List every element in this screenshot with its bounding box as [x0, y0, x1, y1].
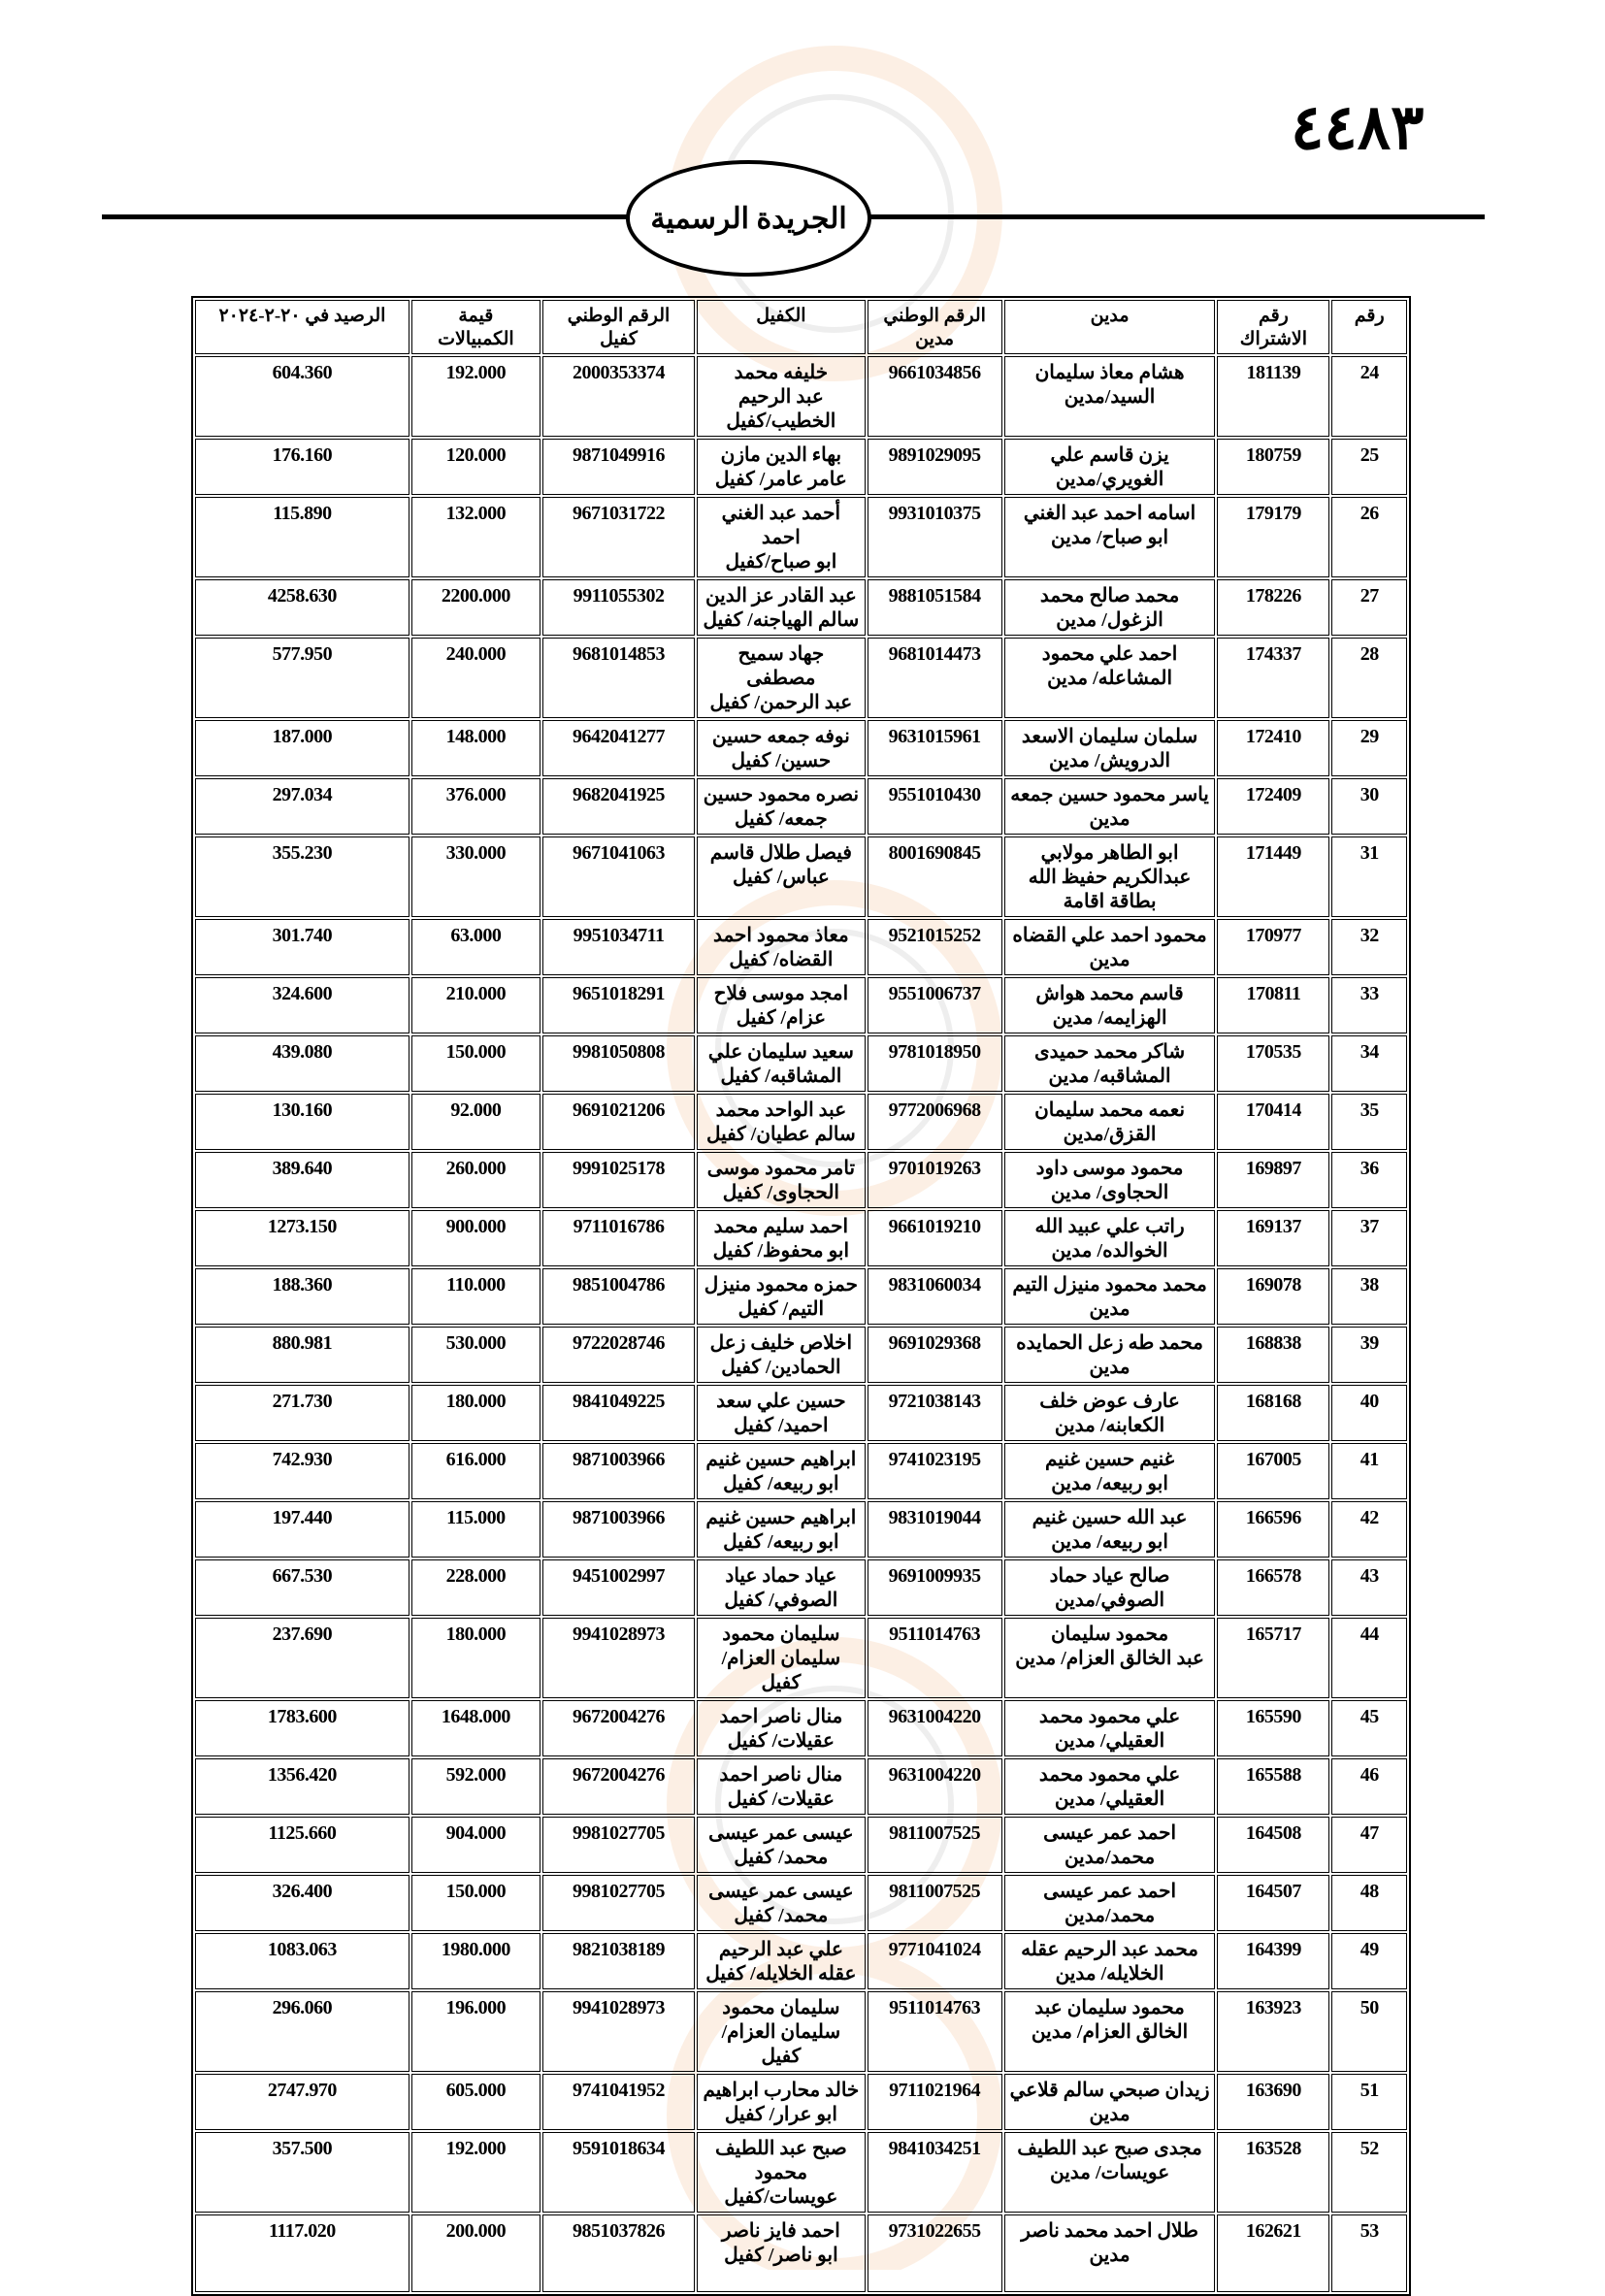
debtor-name-cell: ابو الطاهر مولابي عبدالكريم حفيظ الله بطاقة اقامة	[1004, 836, 1216, 917]
row-number-cell: 26	[1331, 497, 1407, 577]
subscription-number-cell: 170414	[1217, 1094, 1329, 1150]
debtor-national-id-cell: 9741023195	[868, 1443, 1002, 1499]
debtor-national-id-cell: 9811007525	[868, 1875, 1002, 1931]
guarantor-national-id-cell: 9981027705	[542, 1817, 695, 1873]
debtor-name-cell: محمد عبد الرحيم عقله الخلايله/ مدين	[1004, 1933, 1216, 1989]
debtor-national-id-cell: 9781018950	[868, 1035, 1002, 1092]
subscription-number-cell: 180759	[1217, 439, 1329, 495]
debtor-name-cell: احمد عمر عيسى محمد/مدين	[1004, 1875, 1216, 1931]
debtor-national-id-cell: 9511014763	[868, 1991, 1002, 2072]
subscription-number-cell: 181139	[1217, 356, 1329, 437]
table-row	[195, 1618, 1407, 1698]
bills-value-cell: 592.000	[411, 1758, 540, 1815]
debtor-name-cell: غنيم حسين غنيم ابو ربيعه/ مدين	[1004, 1443, 1216, 1499]
row-number-cell: 27	[1331, 579, 1407, 636]
bills-value-cell: 210.000	[411, 977, 540, 1033]
table-row	[195, 836, 1407, 917]
row-number-cell: 37	[1331, 1210, 1407, 1266]
balance-cell: 130.160	[195, 1094, 409, 1150]
bills-value-cell: 192.000	[411, 2132, 540, 2213]
subscription-number-cell: 166578	[1217, 1559, 1329, 1616]
debtor-name-cell: محمد صالح محمد الزغول/ مدين	[1004, 579, 1216, 636]
subscription-number-cell: 170535	[1217, 1035, 1329, 1092]
row-number-cell: 28	[1331, 638, 1407, 718]
row-number-cell: 34	[1331, 1035, 1407, 1092]
table-row	[195, 1152, 1407, 1208]
guarantor-national-id-cell: 9741041952	[542, 2074, 695, 2130]
debtor-national-id-cell: 9631004220	[868, 1700, 1002, 1756]
subscription-number-cell: 172410	[1217, 720, 1329, 776]
table-row	[195, 579, 1407, 636]
balance-cell: 297.034	[195, 778, 409, 835]
subscription-number-cell: 170811	[1217, 977, 1329, 1033]
guarantor-name-cell: خالد محارب ابراهيم ابو عرار/ كفيل	[697, 2074, 865, 2130]
guarantor-national-id-cell: 9691021206	[542, 1094, 695, 1150]
debtor-national-id-cell: 9811007525	[868, 1817, 1002, 1873]
row-number-cell: 33	[1331, 977, 1407, 1033]
bills-value-cell: 2200.000	[411, 579, 540, 636]
debtor-name-cell: احمد عمر عيسى محمد/مدين	[1004, 1817, 1216, 1873]
debtor-name-cell: احمد علي محمود المشاعله/ مدين	[1004, 638, 1216, 718]
table-row	[195, 1991, 1407, 2072]
guarantor-name-cell: علي عبد الرحيم عقله الخلايله/ كفيل	[697, 1933, 865, 1989]
guarantor-national-id-cell: 9642041277	[542, 720, 695, 776]
guarantor-national-id-cell: 9991025178	[542, 1152, 695, 1208]
debtor-national-id-cell: 9831060034	[868, 1268, 1002, 1325]
row-number-cell: 46	[1331, 1758, 1407, 1815]
row-number-cell: 49	[1331, 1933, 1407, 1989]
guarantor-name-cell: تامر محمود موسى الحجاوى/ كفيل	[697, 1152, 865, 1208]
row-number-cell: 42	[1331, 1501, 1407, 1558]
header-debtor-national-id: الرقم الوطني مدين	[868, 300, 1002, 354]
table-row	[195, 1559, 1407, 1616]
debtor-national-id-cell: 9731022655	[868, 2214, 1002, 2292]
guarantor-national-id-cell: 9911055302	[542, 579, 695, 636]
table-row	[195, 1385, 1407, 1441]
table-header-row	[195, 300, 1407, 354]
guarantor-name-cell: صبح عبد اللطيف محمود عويسات/كفيل	[697, 2132, 865, 2213]
table-row	[195, 1758, 1407, 1815]
guarantor-name-cell: منال ناصر احمد عقيلات/ كفيل	[697, 1758, 865, 1815]
table-row	[195, 1443, 1407, 1499]
page-number: ٤٤٨٣	[1291, 93, 1425, 162]
guarantor-national-id-cell: 9591018634	[542, 2132, 695, 2213]
balance-cell: 324.600	[195, 977, 409, 1033]
row-number-cell: 29	[1331, 720, 1407, 776]
debtor-name-cell: محمود سليمان عبد الخالق العزام/ مدين	[1004, 1991, 1216, 2072]
guarantor-name-cell: عبد القادر عز الدين سالم الهياجنه/ كفيل	[697, 579, 865, 636]
guarantor-name-cell: نوفه جمعه حسين حسين/ كفيل	[697, 720, 865, 776]
guarantor-national-id-cell: 9871003966	[542, 1443, 695, 1499]
guarantor-national-id-cell: 9682041925	[542, 778, 695, 835]
balance-cell: 1083.063	[195, 1933, 409, 1989]
subscription-number-cell: 167005	[1217, 1443, 1329, 1499]
guarantor-national-id-cell: 9981050808	[542, 1035, 695, 1092]
guarantor-name-cell: احمد فايز ناصر ابو ناصر/ كفيل	[697, 2214, 865, 2292]
subscription-number-cell: 169897	[1217, 1152, 1329, 1208]
guarantor-national-id-cell: 9722028746	[542, 1327, 695, 1383]
debtor-name-cell: محمد طه زعل الحمايده مدين	[1004, 1327, 1216, 1383]
bills-value-cell: 1648.000	[411, 1700, 540, 1756]
masthead-title: الجريدة الرسمية	[650, 202, 847, 235]
guarantor-national-id-cell: 9941028973	[542, 1618, 695, 1698]
bills-value-cell: 132.000	[411, 497, 540, 577]
balance-cell: 115.890	[195, 497, 409, 577]
debtor-name-cell: محمود سليمان عبد الخالق العزام/ مدين	[1004, 1618, 1216, 1698]
balance-cell: 188.360	[195, 1268, 409, 1325]
row-number-cell: 38	[1331, 1268, 1407, 1325]
debtor-name-cell: عبد الله حسين غنيم ابو ربيعه/ مدين	[1004, 1501, 1216, 1558]
table-row	[195, 1094, 1407, 1150]
bills-value-cell: 376.000	[411, 778, 540, 835]
debtor-national-id-cell: 9551010430	[868, 778, 1002, 835]
subscription-number-cell: 174337	[1217, 638, 1329, 718]
guarantor-name-cell: حسين علي سعد احميد/ كفيل	[697, 1385, 865, 1441]
table-row	[195, 720, 1407, 776]
bills-value-cell: 1980.000	[411, 1933, 540, 1989]
debtor-name-cell: اسامه احمد عبد الغني ابو صباح/ مدين	[1004, 497, 1216, 577]
table-row	[195, 919, 1407, 975]
debtor-national-id-cell: 9631015961	[868, 720, 1002, 776]
guarantor-national-id-cell: 9651018291	[542, 977, 695, 1033]
guarantor-name-cell: ابراهيم حسين غنيم ابو ربيعه/ كفيل	[697, 1443, 865, 1499]
row-number-cell: 24	[1331, 356, 1407, 437]
subscription-number-cell: 164508	[1217, 1817, 1329, 1873]
row-number-cell: 30	[1331, 778, 1407, 835]
debtor-national-id-cell: 9551006737	[868, 977, 1002, 1033]
subscription-number-cell: 170977	[1217, 919, 1329, 975]
balance-cell: 1783.600	[195, 1700, 409, 1756]
bills-value-cell: 330.000	[411, 836, 540, 917]
bills-value-cell: 148.000	[411, 720, 540, 776]
row-number-cell: 50	[1331, 1991, 1407, 2072]
row-number-cell: 25	[1331, 439, 1407, 495]
subscription-number-cell: 169078	[1217, 1268, 1329, 1325]
debtor-name-cell: علي محمود محمد العقيلي/ مدين	[1004, 1700, 1216, 1756]
balance-cell: 604.360	[195, 356, 409, 437]
balance-cell: 296.060	[195, 1991, 409, 2072]
row-number-cell: 45	[1331, 1700, 1407, 1756]
subscription-number-cell: 179179	[1217, 497, 1329, 577]
guarantor-name-cell: اخلاص خليف زعل الحمادين/ كفيل	[697, 1327, 865, 1383]
guarantor-name-cell: معاذ محمود احمد القضاه/ كفيل	[697, 919, 865, 975]
balance-cell: 326.400	[195, 1875, 409, 1931]
balance-cell: 357.500	[195, 2132, 409, 2213]
guarantor-name-cell: عيسى عمر عيسى محمد/ كفيل	[697, 1817, 865, 1873]
bills-value-cell: 605.000	[411, 2074, 540, 2130]
debtor-national-id-cell: 9711021964	[868, 2074, 1002, 2130]
bills-value-cell: 63.000	[411, 919, 540, 975]
guarantor-name-cell: خليفه محمد عبد الرحيم الخطيب/كفيل	[697, 356, 865, 437]
table-row	[195, 1327, 1407, 1383]
bills-value-cell: 900.000	[411, 1210, 540, 1266]
debtor-national-id-cell: 9891029095	[868, 439, 1002, 495]
bills-value-cell: 150.000	[411, 1875, 540, 1931]
debtor-national-id-cell: 9631004220	[868, 1758, 1002, 1815]
guarantor-name-cell: سعيد سليمان علي المشاقبه/ كفيل	[697, 1035, 865, 1092]
debtor-name-cell: ياسر محمود حسين جمعه مدين	[1004, 778, 1216, 835]
guarantor-national-id-cell: 9451002997	[542, 1559, 695, 1616]
table-row	[195, 1268, 1407, 1325]
guarantor-name-cell: ابراهيم حسين غنيم ابو ربيعه/ كفيل	[697, 1501, 865, 1558]
header-guarantor: الكفيل	[697, 300, 865, 354]
debtor-name-cell: صالح عياد حماد الصوفي/مدين	[1004, 1559, 1216, 1616]
balance-cell: 271.730	[195, 1385, 409, 1441]
subscription-number-cell: 165717	[1217, 1618, 1329, 1698]
row-number-cell: 41	[1331, 1443, 1407, 1499]
guarantor-national-id-cell: 9951034711	[542, 919, 695, 975]
debtor-national-id-cell: 9721038143	[868, 1385, 1002, 1441]
bills-value-cell: 904.000	[411, 1817, 540, 1873]
table-row	[195, 439, 1407, 495]
balance-cell: 667.530	[195, 1559, 409, 1616]
debtor-national-id-cell: 9691009935	[868, 1559, 1002, 1616]
debtor-national-id-cell: 9771041024	[868, 1933, 1002, 1989]
table-row	[195, 497, 1407, 577]
row-number-cell: 40	[1331, 1385, 1407, 1441]
balance-cell: 742.930	[195, 1443, 409, 1499]
guarantor-name-cell: أحمد عبد الغني احمد ابو صباح/كفيل	[697, 497, 865, 577]
debtor-national-id-cell: 9691029368	[868, 1327, 1002, 1383]
guarantor-national-id-cell: 9671031722	[542, 497, 695, 577]
header-debtor: مدين	[1004, 300, 1216, 354]
subscription-number-cell: 164507	[1217, 1875, 1329, 1931]
row-number-cell: 48	[1331, 1875, 1407, 1931]
guarantor-national-id-cell: 9711016786	[542, 1210, 695, 1266]
debtor-national-id-cell: 9841034251	[868, 2132, 1002, 2213]
balance-cell: 389.640	[195, 1152, 409, 1208]
bills-value-cell: 115.000	[411, 1501, 540, 1558]
guarantor-name-cell: فيصل طلال قاسم عباس/ كفيل	[697, 836, 865, 917]
debtor-name-cell: سلمان سليمان الاسعد الدرويش/ مدين	[1004, 720, 1216, 776]
bills-value-cell: 240.000	[411, 638, 540, 718]
guarantor-name-cell: امجد موسى فلاح عزام/ كفيل	[697, 977, 865, 1033]
guarantor-national-id-cell: 9871003966	[542, 1501, 695, 1558]
balance-cell: 301.740	[195, 919, 409, 975]
guarantor-name-cell: جهاد سميح مصطفى عبد الرحمن/ كفيل	[697, 638, 865, 718]
bills-value-cell: 228.000	[411, 1559, 540, 1616]
header-guarantor-national-id: الرقم الوطني كفيل	[542, 300, 695, 354]
row-number-cell: 51	[1331, 2074, 1407, 2130]
balance-cell: 355.230	[195, 836, 409, 917]
row-number-cell: 39	[1331, 1327, 1407, 1383]
table-row	[195, 1035, 1407, 1092]
balance-cell: 1356.420	[195, 1758, 409, 1815]
table-row	[195, 778, 1407, 835]
debtor-national-id-cell: 9831019044	[868, 1501, 1002, 1558]
debtor-name-cell: مجدى صبح عبد اللطيف عويسات/ مدين	[1004, 2132, 1216, 2213]
debtor-name-cell: علي محمود محمد العقيلي/ مدين	[1004, 1758, 1216, 1815]
subscription-number-cell: 169137	[1217, 1210, 1329, 1266]
debtor-name-cell: عارف عوض خلف الكعابنه/ مدين	[1004, 1385, 1216, 1441]
subscription-number-cell: 165588	[1217, 1758, 1329, 1815]
balance-cell: 1117.020	[195, 2214, 409, 2292]
guarantor-national-id-cell: 9672004276	[542, 1700, 695, 1756]
debtor-name-cell: محمود موسى داود الحجاوى/ مدين	[1004, 1152, 1216, 1208]
guarantor-name-cell: احمد سليم محمد ابو محفوظ/ كفيل	[697, 1210, 865, 1266]
debtor-national-id-cell: 9701019263	[868, 1152, 1002, 1208]
table-row	[195, 1210, 1407, 1266]
row-number-cell: 47	[1331, 1817, 1407, 1873]
debtor-name-cell: يزن قاسم علي الغويري/مدين	[1004, 439, 1216, 495]
debtor-national-id-cell: 9661034856	[868, 356, 1002, 437]
guarantor-national-id-cell: 9672004276	[542, 1758, 695, 1815]
subscription-number-cell: 171449	[1217, 836, 1329, 917]
row-number-cell: 43	[1331, 1559, 1407, 1616]
row-number-cell: 53	[1331, 2214, 1407, 2292]
guarantor-national-id-cell: 9941028973	[542, 1991, 695, 2072]
table-row	[195, 2074, 1407, 2130]
debtor-national-id-cell: 9661019210	[868, 1210, 1002, 1266]
subscription-number-cell: 165590	[1217, 1700, 1329, 1756]
guarantor-national-id-cell: 9671041063	[542, 836, 695, 917]
debtor-national-id-cell: 9881051584	[868, 579, 1002, 636]
guarantor-name-cell: سليمان محمود سليمان العزام/ كفيل	[697, 1991, 865, 2072]
bills-value-cell: 192.000	[411, 356, 540, 437]
subscription-number-cell: 178226	[1217, 579, 1329, 636]
header-bills-value: قيمة الكمبيالات	[411, 300, 540, 354]
balance-cell: 1273.150	[195, 1210, 409, 1266]
header-balance: الرصيد في ٢٠-٢-٢٠٢٤	[195, 300, 409, 354]
guarantor-name-cell: بهاء الدين مازن عامر عامر/ كفيل	[697, 439, 865, 495]
bills-value-cell: 180.000	[411, 1618, 540, 1698]
guarantor-name-cell: عيسى عمر عيسى محمد/ كفيل	[697, 1875, 865, 1931]
guarantor-national-id-cell: 9871049916	[542, 439, 695, 495]
row-number-cell: 32	[1331, 919, 1407, 975]
debtor-name-cell: زيدان صبحي سالم قلاعي مدين	[1004, 2074, 1216, 2130]
guarantor-name-cell: حمزه محمود منيزل التيم/ كفيل	[697, 1268, 865, 1325]
bills-value-cell: 196.000	[411, 1991, 540, 2072]
balance-cell: 4258.630	[195, 579, 409, 636]
balance-cell: 2747.970	[195, 2074, 409, 2130]
subscription-number-cell: 164399	[1217, 1933, 1329, 1989]
table-row	[195, 2132, 1407, 2213]
debtor-national-id-cell: 9931010375	[868, 497, 1002, 577]
header-num: رقم	[1331, 300, 1407, 354]
subscription-number-cell: 163528	[1217, 2132, 1329, 2213]
debtor-national-id-cell: 9521015252	[868, 919, 1002, 975]
bills-value-cell: 110.000	[411, 1268, 540, 1325]
row-number-cell: 31	[1331, 836, 1407, 917]
guarantor-name-cell: عياد حماد عياد الصوفي/ كفيل	[697, 1559, 865, 1616]
debtor-name-cell: محمود احمد علي القضاه مدين	[1004, 919, 1216, 975]
bills-value-cell: 530.000	[411, 1327, 540, 1383]
bills-value-cell: 200.000	[411, 2214, 540, 2292]
guarantor-national-id-cell: 9821038189	[542, 1933, 695, 1989]
balance-cell: 577.950	[195, 638, 409, 718]
subscription-number-cell: 166596	[1217, 1501, 1329, 1558]
table-row	[195, 977, 1407, 1033]
row-number-cell: 36	[1331, 1152, 1407, 1208]
subscription-number-cell: 172409	[1217, 778, 1329, 835]
header-subscription-no: رقم الاشتراك	[1217, 300, 1329, 354]
bills-value-cell: 180.000	[411, 1385, 540, 1441]
balance-cell: 187.000	[195, 720, 409, 776]
guarantor-national-id-cell: 9981027705	[542, 1875, 695, 1931]
balance-cell: 880.981	[195, 1327, 409, 1383]
subscription-number-cell: 168168	[1217, 1385, 1329, 1441]
subscription-number-cell: 163690	[1217, 2074, 1329, 2130]
bills-value-cell: 92.000	[411, 1094, 540, 1150]
debtor-national-id-cell: 8001690845	[868, 836, 1002, 917]
masthead-oval	[626, 160, 871, 277]
table-row	[195, 1933, 1407, 1989]
table-row	[195, 1817, 1407, 1873]
subscription-number-cell: 162621	[1217, 2214, 1329, 2292]
debtor-name-cell: محمد محمود منيزل التيم مدين	[1004, 1268, 1216, 1325]
debtor-name-cell: طلال احمد محمد ناصر مدين	[1004, 2214, 1216, 2292]
balance-cell: 1125.660	[195, 1817, 409, 1873]
debts-table	[191, 296, 1411, 2296]
bills-value-cell: 120.000	[411, 439, 540, 495]
debtor-name-cell: راتب علي عبيد الله الخوالده/ مدين	[1004, 1210, 1216, 1266]
guarantor-name-cell: سليمان محمود سليمان العزام/ كفيل	[697, 1618, 865, 1698]
debtor-national-id-cell: 9511014763	[868, 1618, 1002, 1698]
table-body	[195, 356, 1407, 2292]
table-row	[195, 638, 1407, 718]
subscription-number-cell: 168838	[1217, 1327, 1329, 1383]
guarantor-national-id-cell: 9681014853	[542, 638, 695, 718]
table-row	[195, 356, 1407, 437]
guarantor-national-id-cell: 9851037826	[542, 2214, 695, 2292]
debtor-national-id-cell: 9772006968	[868, 1094, 1002, 1150]
guarantor-national-id-cell: 2000353374	[542, 356, 695, 437]
debtor-name-cell: شاكر محمد حميدى المشاقبه/ مدين	[1004, 1035, 1216, 1092]
guarantor-name-cell: نصره محمود حسين جمعه/ كفيل	[697, 778, 865, 835]
bills-value-cell: 260.000	[411, 1152, 540, 1208]
bills-value-cell: 150.000	[411, 1035, 540, 1092]
balance-cell: 439.080	[195, 1035, 409, 1092]
debtor-name-cell: قاسم محمد هواش الهزايمه/ مدين	[1004, 977, 1216, 1033]
table-row	[195, 1501, 1407, 1558]
balance-cell: 197.440	[195, 1501, 409, 1558]
subscription-number-cell: 163923	[1217, 1991, 1329, 2072]
guarantor-national-id-cell: 9841049225	[542, 1385, 695, 1441]
debtor-name-cell: هشام معاذ سليمان السيد/مدين	[1004, 356, 1216, 437]
table-row	[195, 1875, 1407, 1931]
guarantor-name-cell: عبد الواحد محمد سالم عطيان/ كفيل	[697, 1094, 865, 1150]
bills-value-cell: 616.000	[411, 1443, 540, 1499]
row-number-cell: 35	[1331, 1094, 1407, 1150]
table-row	[195, 2214, 1407, 2292]
balance-cell: 237.690	[195, 1618, 409, 1698]
table-row	[195, 1700, 1407, 1756]
balance-cell: 176.160	[195, 439, 409, 495]
row-number-cell: 52	[1331, 2132, 1407, 2213]
debtor-national-id-cell: 9681014473	[868, 638, 1002, 718]
row-number-cell: 44	[1331, 1618, 1407, 1698]
debtor-name-cell: نعمه محمد سليمان القزق/مدين	[1004, 1094, 1216, 1150]
guarantor-name-cell: منال ناصر احمد عقيلات/ كفيل	[697, 1700, 865, 1756]
guarantor-national-id-cell: 9851004786	[542, 1268, 695, 1325]
